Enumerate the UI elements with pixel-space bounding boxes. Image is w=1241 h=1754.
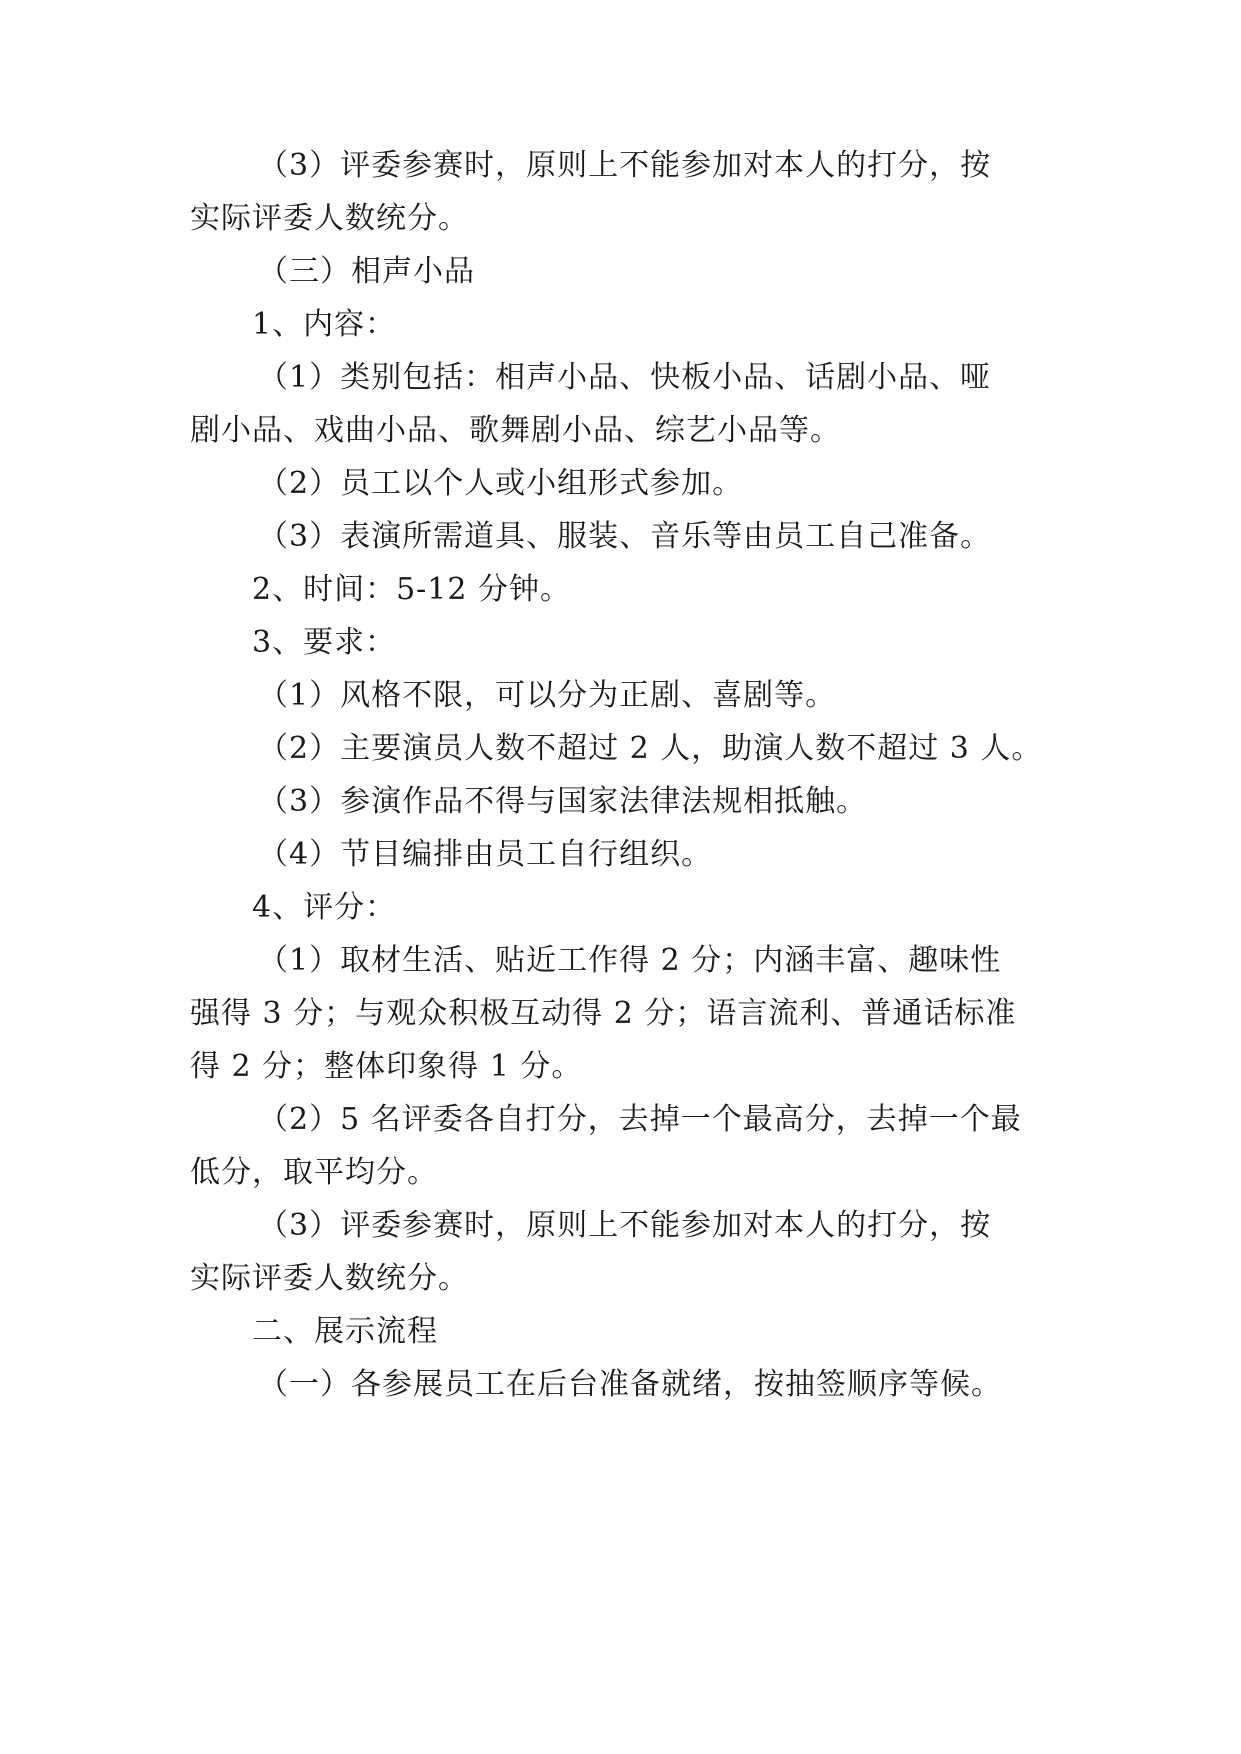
subsection-heading: 4、评分： bbox=[252, 890, 397, 925]
subsection-heading: 1、内容： bbox=[252, 307, 397, 342]
paragraph-line: （3）评委参赛时，原则上不能参加对本人的打分，按 bbox=[258, 148, 992, 183]
section-heading: （三）相声小品 bbox=[258, 254, 475, 289]
paragraph-line: （4）节目编排由员工自行组织。 bbox=[258, 837, 713, 872]
paragraph-line: （1）取材生活、贴近工作得 2 分；内涵丰富、趣味性 bbox=[258, 943, 1002, 978]
paragraph-line: 强得 3 分；与观众积极互动得 2 分；语言流利、普通话标准 bbox=[190, 996, 1017, 1031]
paragraph-line: （1）风格不限，可以分为正剧、喜剧等。 bbox=[258, 678, 837, 713]
paragraph-line: 低分，取平均分。 bbox=[190, 1155, 438, 1190]
section-heading: 二、展示流程 bbox=[252, 1314, 438, 1349]
paragraph-line: 实际评委人数统分。 bbox=[190, 201, 469, 236]
paragraph-line: （一）各参展员工在后台准备就绪，按抽签顺序等候。 bbox=[258, 1367, 1002, 1402]
paragraph-line: （3）评委参赛时，原则上不能参加对本人的打分，按 bbox=[258, 1208, 992, 1243]
paragraph-line: 得 2 分；整体印象得 1 分。 bbox=[190, 1049, 583, 1084]
paragraph-line: （3）参演作品不得与国家法律法规相抵触。 bbox=[258, 784, 868, 819]
subsection-heading: 2、时间：5-12 分钟。 bbox=[252, 572, 572, 607]
paragraph-line: （2）5 名评委各自打分，去掉一个最高分，去掉一个最 bbox=[258, 1102, 1022, 1137]
paragraph-line: 实际评委人数统分。 bbox=[190, 1261, 469, 1296]
paragraph-line: （2）主要演员人数不超过 2 人，助演人数不超过 3 人。 bbox=[258, 731, 1043, 766]
paragraph-line: （2）员工以个人或小组形式参加。 bbox=[258, 466, 744, 501]
paragraph-line: （3）表演所需道具、服装、音乐等由员工自己准备。 bbox=[258, 519, 992, 554]
paragraph-line: （1）类别包括：相声小品、快板小品、话剧小品、哑 bbox=[258, 360, 992, 395]
paragraph-line: 剧小品、戏曲小品、歌舞剧小品、综艺小品等。 bbox=[190, 413, 841, 448]
subsection-heading: 3、要求： bbox=[252, 625, 397, 660]
